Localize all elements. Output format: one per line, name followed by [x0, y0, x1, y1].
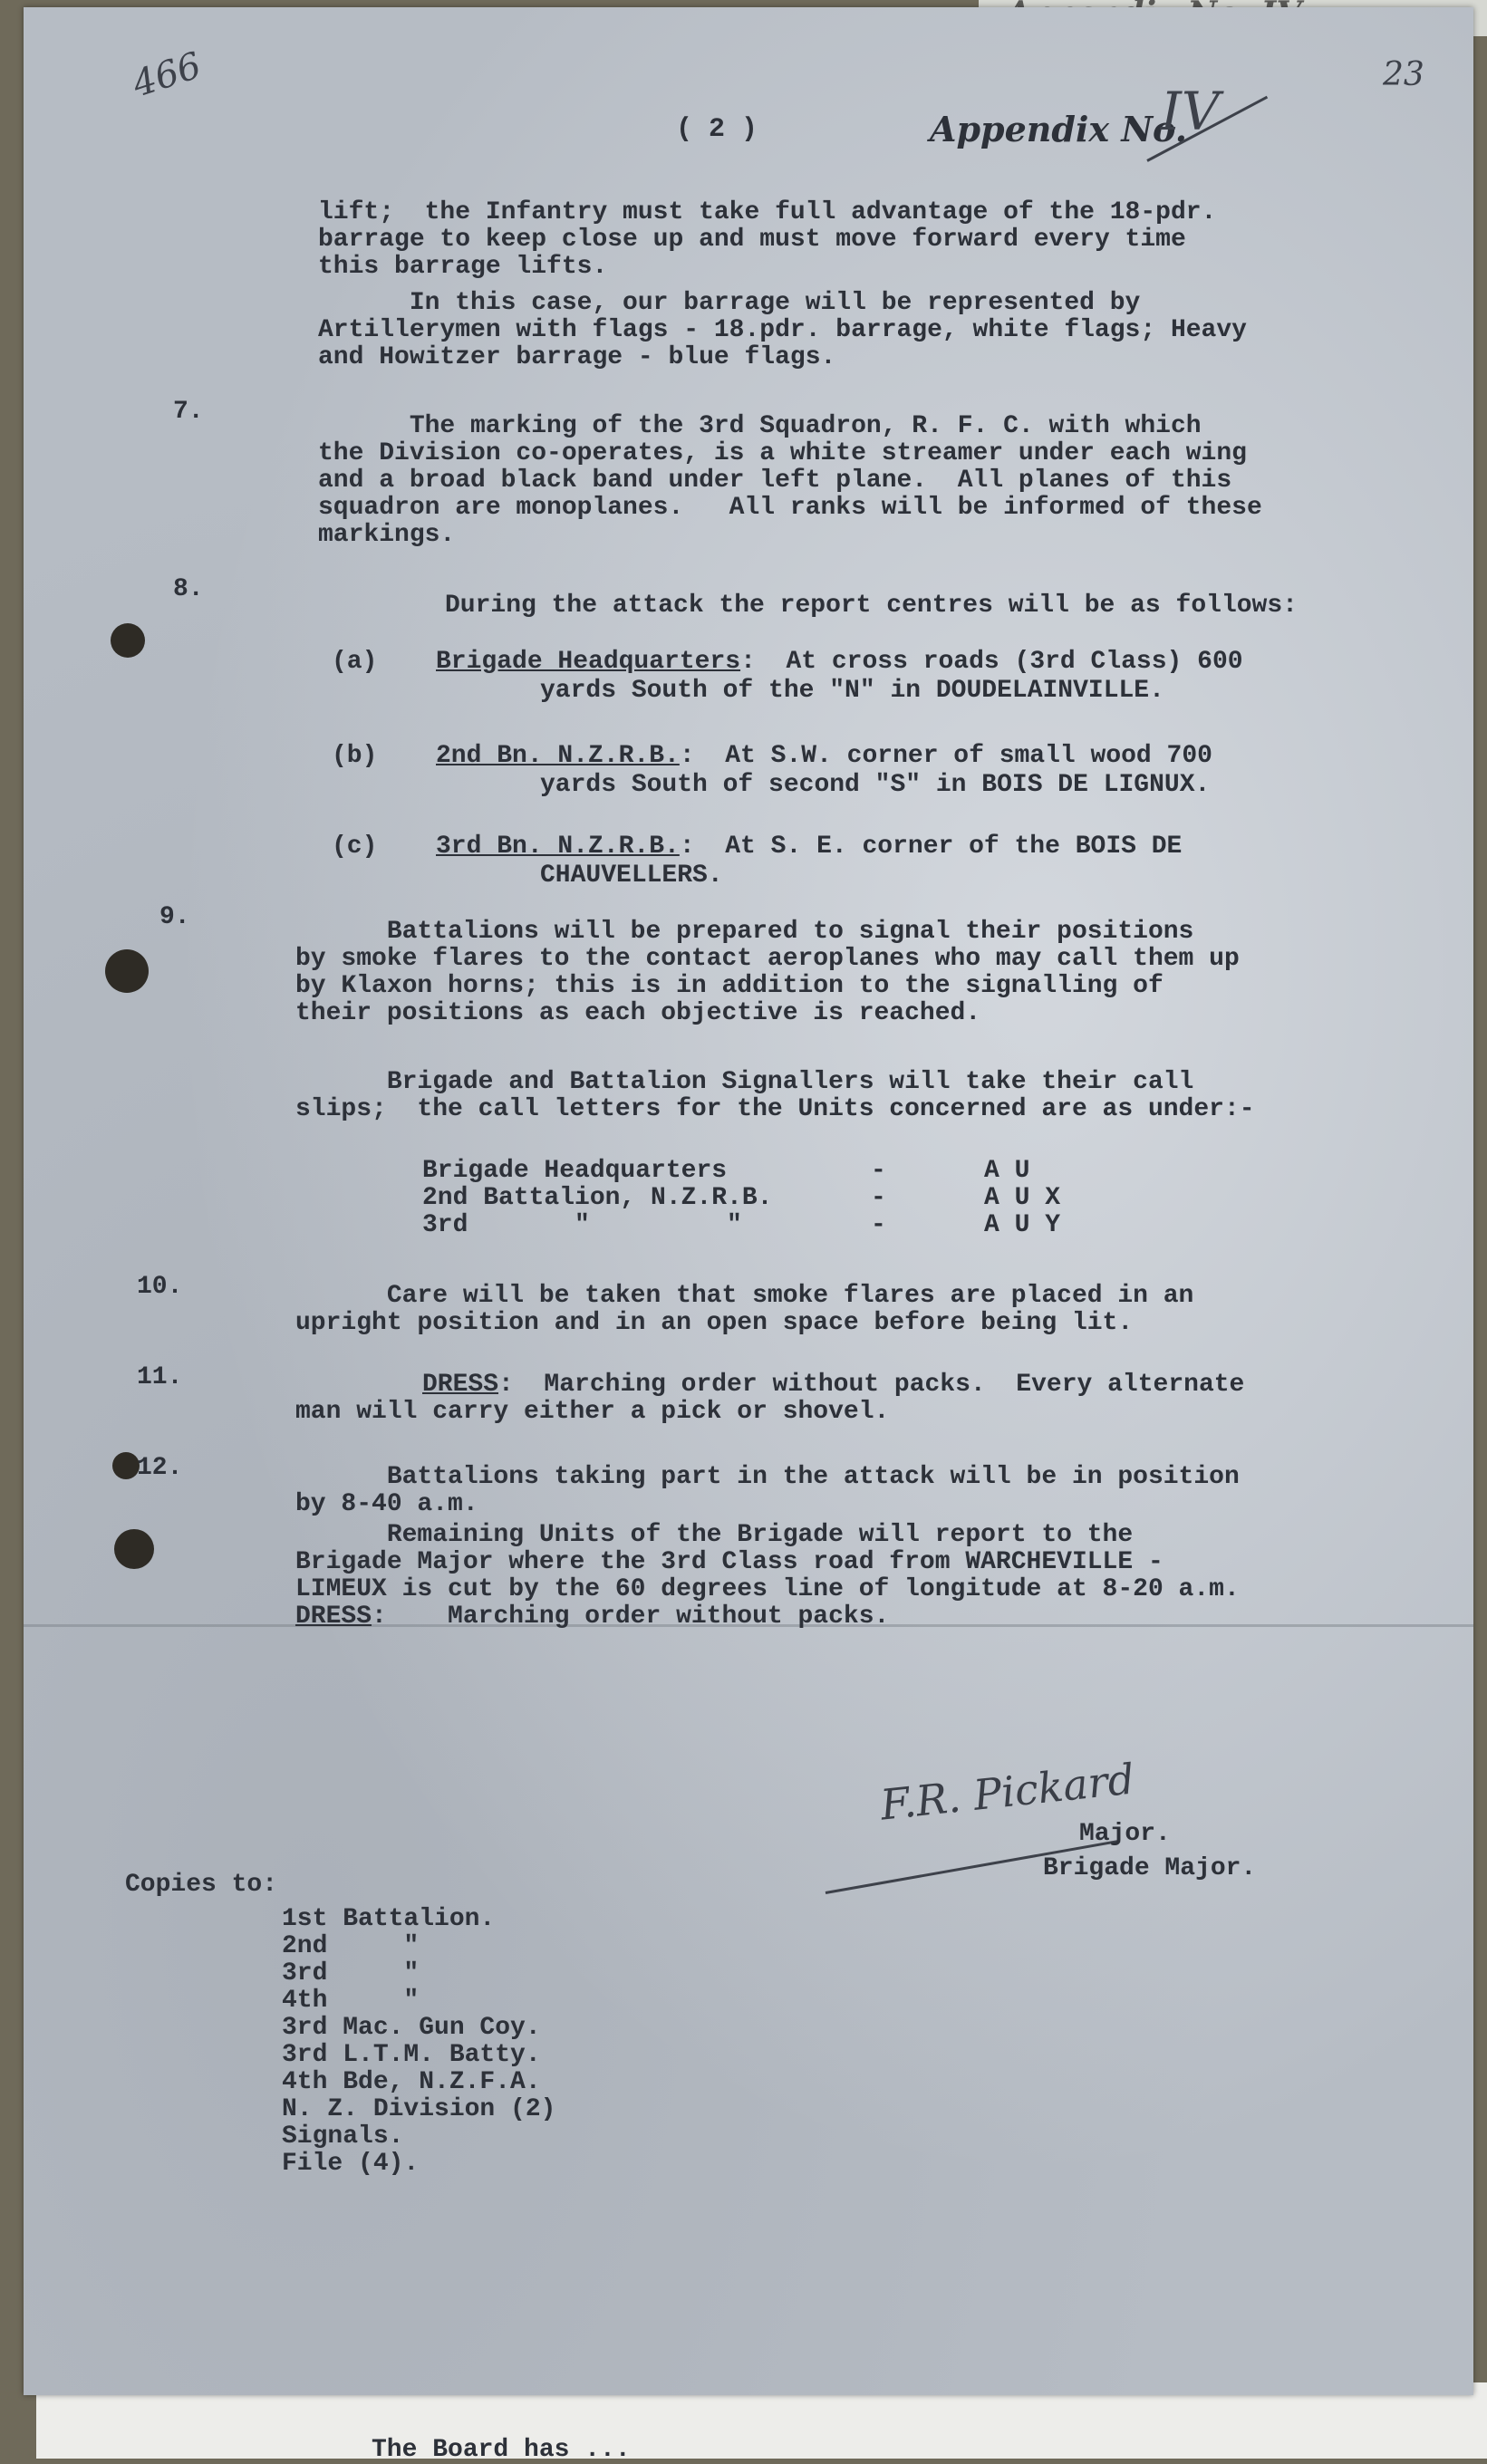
paragraph-number: 7. [173, 398, 204, 426]
dress-label: DRESS [295, 1603, 372, 1631]
call-dash: - [871, 1184, 886, 1212]
para8-intro: During the attack the report centres will be as follows: [445, 592, 1298, 620]
bottom-sheet-text: The Board has ... [372, 2436, 631, 2464]
call-unit: 3rd " " [422, 1211, 742, 1239]
copies-item: 3rd " [282, 1959, 420, 1988]
unit-name: Brigade Headquarters [436, 648, 741, 676]
para7-line: The marking of the 3rd Squadron, R. F. C. with which [318, 412, 1202, 440]
copies-item: File (4). [282, 2150, 420, 2178]
report-centre-c [436, 833, 1182, 861]
item-label: (a) [332, 648, 378, 676]
report-centre-detail: : At S.W. corner of small wood 700 [679, 742, 1212, 770]
handwritten-signature: F.R. Pickard [877, 1754, 1137, 1830]
para7-line: squadron are monoplanes. All ranks will be informed of these [318, 494, 1262, 522]
paragraph-number: 9. [159, 903, 190, 931]
item-label: (c) [332, 833, 378, 861]
call-unit: 2nd Battalion, N.Z.R.B. [422, 1184, 773, 1212]
para12-line: Brigade Major where the 3rd Class road from WARCHEVILLE - [295, 1548, 1164, 1576]
copies-item: 3rd Mac. Gun Coy. [282, 2014, 541, 2042]
copies-item: 4th " [282, 1987, 420, 2015]
para7-line: markings. [318, 521, 456, 549]
para9-line: their positions as each objective is reached. [295, 999, 981, 1027]
copies-item: 3rd L.T.M. Batty. [282, 2041, 541, 2069]
para10-line: Care will be taken that smoke flares are placed in an [295, 1282, 1194, 1310]
document-page [24, 7, 1473, 2395]
paragraph-number: 12. [137, 1454, 183, 1482]
paragraph-number: 10. [137, 1273, 183, 1301]
intro-line: barrage to keep close up and must move forward every time [318, 226, 1186, 254]
punch-hole [114, 1529, 154, 1569]
punch-hole [105, 949, 149, 993]
punch-hole [112, 1452, 140, 1479]
unit-name: 3rd Bn. N.Z.R.B. [436, 833, 680, 861]
copies-item: 1st Battalion. [282, 1905, 496, 1933]
report-centre-b [436, 743, 1212, 770]
copies-item: N. Z. Division (2) [282, 2095, 556, 2123]
para9-line: by smoke flares to the contact aeroplanes who may call them up [295, 945, 1240, 973]
para9-line: slips; the call letters for the Units concerned are as under:- [295, 1095, 1255, 1123]
call-unit: Brigade Headquarters [422, 1157, 728, 1185]
item-label: (b) [332, 742, 378, 770]
copies-label: Copies to: [125, 1871, 278, 1899]
copies-item: 2nd " [282, 1932, 420, 1960]
para11-line: man will carry either a pick or shovel. [295, 1398, 890, 1426]
paragraph-number: 8. [173, 575, 204, 603]
call-code: A U [984, 1157, 1030, 1185]
report-centre-detail: yards South of second "S" in BOIS DE LIGNUX. [540, 771, 1211, 799]
report-centre-detail: : At cross roads (3rd Class) 600 [740, 648, 1243, 676]
call-code: A U Y [984, 1211, 1061, 1239]
unit-name: 2nd Bn. N.Z.R.B. [436, 742, 680, 770]
para12-dress-text: : Marching order without packs. [372, 1603, 890, 1631]
report-centre-a [436, 649, 1243, 676]
copies-item: 4th Bde, N.Z.F.A. [282, 2068, 541, 2096]
page-number: 23 [1383, 56, 1424, 93]
page-marker: ( 2 ) [676, 114, 758, 145]
para12-line: by 8-40 a.m. [295, 1490, 478, 1518]
report-centre-detail: yards South of the "N" in DOUDELAINVILLE. [540, 677, 1164, 705]
report-centre-detail: : At S. E. corner of the BOIS DE [679, 833, 1183, 861]
call-dash: - [871, 1211, 886, 1239]
copies-item: Signals. [282, 2122, 404, 2151]
signature-title: Brigade Major. [1043, 1854, 1257, 1882]
intro-line: Artillerymen with flags - 18.pdr. barrage, white flags; Heavy [318, 316, 1247, 344]
call-dash: - [871, 1157, 886, 1185]
intro-line: this barrage lifts. [318, 253, 608, 281]
para9-line: Brigade and Battalion Signallers will take their call [295, 1068, 1194, 1096]
para12-line: Remaining Units of the Brigade will report to the [295, 1521, 1134, 1549]
para12-line: Battalions taking part in the attack will be in position [295, 1463, 1240, 1491]
appendix-number: IV [1161, 81, 1220, 142]
para11-line [422, 1372, 1244, 1399]
intro-line: In this case, our barrage will be represented by [318, 289, 1141, 317]
appendix-label: Appendix No. [930, 109, 1187, 149]
para7-line: and a broad black band under left plane. All planes of this [318, 467, 1232, 495]
para12-dress [295, 1603, 889, 1631]
folio-number: 466 [127, 44, 207, 106]
para7-line: the Division co-operates, is a white streamer under each wing [318, 439, 1247, 467]
dress-label: DRESS [422, 1371, 499, 1399]
report-centre-detail: CHAUVELLERS. [540, 861, 723, 890]
para9-line: Battalions will be prepared to signal their positions [295, 918, 1194, 946]
intro-line: and Howitzer barrage - blue flags. [318, 343, 836, 371]
para9-line: by Klaxon horns; this is in addition to the signalling of [295, 972, 1164, 1000]
paragraph-number: 11. [137, 1363, 183, 1391]
para11-text: : Marching order without packs. Every alternate [498, 1371, 1245, 1399]
para10-line: upright position and in an open space before being lit. [295, 1309, 1134, 1337]
para12-line: LIMEUX is cut by the 60 degrees line of longitude at 8-20 a.m. [295, 1575, 1240, 1603]
call-code: A U X [984, 1184, 1061, 1212]
signature-rank: Major. [1079, 1820, 1171, 1848]
intro-line: lift; the Infantry must take full advantage of the 18-pdr. [318, 198, 1217, 226]
punch-hole [111, 623, 145, 658]
